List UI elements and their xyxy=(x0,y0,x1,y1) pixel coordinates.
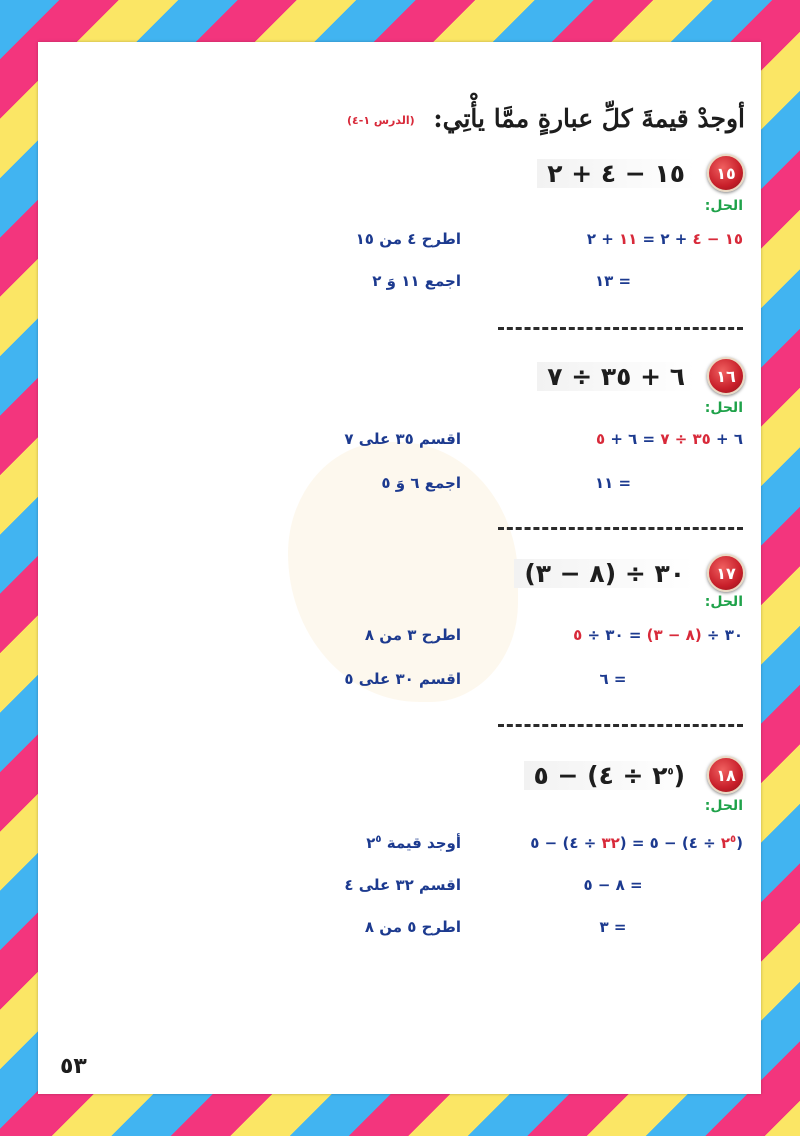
problem-expression: ٣٠ ÷ (٨ − ٣) xyxy=(514,559,695,588)
highlighted-result: ١١ xyxy=(619,230,638,248)
highlighted-term: ٣٥ ÷ ٧ xyxy=(660,430,711,448)
problem-15 xyxy=(537,154,745,192)
solution-step: = ٨ − ٥ xyxy=(583,876,643,894)
step-text: = ٦ + xyxy=(605,430,661,448)
highlighted-result: ٥ xyxy=(573,626,583,644)
problem-number-badge: ١٥ xyxy=(707,154,745,192)
problem-expression xyxy=(524,761,695,790)
section-divider xyxy=(498,724,743,727)
highlighted-result: ٥ xyxy=(596,430,606,448)
heading-text: أوجدْ قيمةَ كلِّ عبارةٍ ممَّا يأْتِي: xyxy=(433,104,745,133)
step-note: اجمع ١١ وَ ٢ xyxy=(372,272,461,290)
highlighted-result: ٣٢ xyxy=(601,834,620,852)
step-note: اقسم ٣٢ على ٤ xyxy=(344,876,461,894)
section-divider xyxy=(498,327,743,330)
step-note xyxy=(366,834,461,858)
problem-17 xyxy=(514,554,745,592)
highlighted-term: (٨ − ٣) xyxy=(646,626,702,644)
solution-step xyxy=(473,834,743,858)
solution-step: = ٦ xyxy=(599,670,627,688)
solution-label: الحل: xyxy=(704,594,743,610)
note-exponent: ٥ xyxy=(375,834,382,845)
step-note: اطرح ٥ من ٨ xyxy=(364,918,461,936)
highlighted-exponent: ٥ xyxy=(730,834,737,845)
step-text: ( xyxy=(736,834,743,852)
step-text: ÷ ٤) − ٥ xyxy=(530,834,602,852)
step-text: ÷ ٤) − ٥ = ( xyxy=(619,834,721,852)
problem-number-badge: ١٧ xyxy=(707,554,745,592)
exercise-heading xyxy=(54,104,745,133)
solution-step xyxy=(483,230,743,254)
expression-base: (٢ xyxy=(652,760,685,790)
page-number: ٥٣ xyxy=(60,1054,87,1079)
solution-label: الحل: xyxy=(704,798,743,814)
step-note: اقسم ٣٥ على ٧ xyxy=(344,430,461,448)
step-text: ٣٠ ÷ xyxy=(701,626,743,644)
lesson-reference: (الدرس ١-٤) xyxy=(347,114,415,127)
solution-label: الحل: xyxy=(704,198,743,214)
problem-16 xyxy=(537,357,745,395)
page-sheet xyxy=(38,42,761,1094)
highlighted-term: ١٥ − ٤ xyxy=(692,230,743,248)
step-note: اطرح ٤ من ١٥ xyxy=(355,230,461,248)
solution-step xyxy=(483,430,743,454)
problem-number-badge: ١٨ xyxy=(707,756,745,794)
expression-exponent: ٥ xyxy=(667,766,674,778)
solution-step xyxy=(483,626,743,650)
highlighted-term: ٢ xyxy=(720,834,731,852)
step-note: اقسم ٣٠ على ٥ xyxy=(344,670,461,688)
section-divider xyxy=(498,527,743,530)
problem-number-badge: ١٦ xyxy=(707,357,745,395)
expression-rest: ÷ ٤) − ٥ xyxy=(533,760,653,790)
step-note: اجمع ٦ وَ ٥ xyxy=(381,474,461,492)
solution-step: = ١٣ xyxy=(594,272,632,290)
solution-step: = ١١ xyxy=(594,474,632,492)
step-note: اطرح ٣ من ٨ xyxy=(364,626,461,644)
solution-step: = ٣ xyxy=(599,918,627,936)
note-text: أوجد قيمة ٢ xyxy=(366,834,461,852)
step-text: ٦ + xyxy=(710,430,743,448)
step-text: + ٢ xyxy=(586,230,620,248)
step-text: + ٢ = xyxy=(637,230,693,248)
problem-18 xyxy=(524,756,745,794)
solution-label: الحل: xyxy=(704,400,743,416)
problem-expression: ١٥ − ٤ + ٢ xyxy=(537,159,695,188)
step-text: = ٣٠ ÷ xyxy=(582,626,647,644)
problem-expression: ٦ + ٣٥ ÷ ٧ xyxy=(537,362,695,391)
